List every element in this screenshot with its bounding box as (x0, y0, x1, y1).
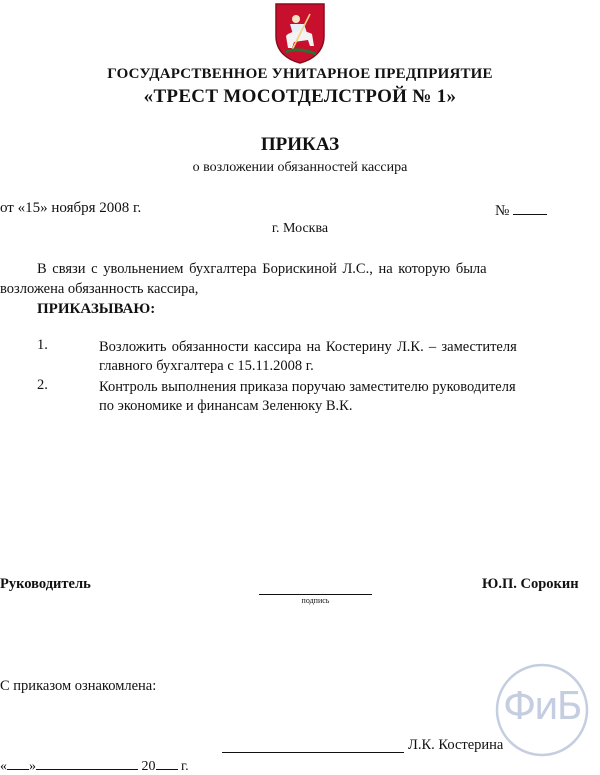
item-2-line-2: по экономике и финансам Зеленюку В.К. (99, 398, 353, 414)
day-blank (7, 757, 29, 770)
document-date: от «15» ноября 2008 г. (0, 200, 142, 216)
item-1-line-2: главного бухгалтера с 15.11.2008 г. (99, 358, 314, 374)
date-open-quote: « (0, 759, 7, 774)
intro-line-1: В связи с увольнением бухгалтера Борискиной Л.С., на которую была (37, 261, 487, 277)
document-number (495, 200, 547, 220)
organization-type: ГОСУДАРСТВЕННОЕ УНИТАРНОЕ ПРЕДПРИЯТИЕ (107, 66, 493, 82)
date-close-quote: » (29, 759, 36, 774)
signature-line (259, 594, 372, 595)
watermark-logo-text: ФиБ (503, 684, 581, 728)
document-title: ПРИКАЗ (260, 134, 340, 155)
acknowledgement-date (0, 757, 189, 775)
intro-line-2: возложена обязанность кассира, (0, 281, 199, 297)
item-2-line-1: Контроль выполнения приказа поручаю заместителю руководителя (99, 379, 516, 395)
number-blank-line (513, 200, 547, 215)
item-1-line-1: Возложить обязанности кассира на Костерину Л.К. – заместителя (99, 339, 517, 355)
acknowledgement-signature-line (222, 752, 404, 753)
acknowledgement-name: Л.К. Костерина (408, 737, 504, 753)
organization-name: «ТРЕСТ МОСОТДЕЛСТРОЙ № 1» (143, 86, 457, 107)
number-label: № (495, 203, 510, 219)
moscow-coat-of-arms-icon (272, 2, 328, 64)
signer-name: Ю.П. Сорокин (482, 576, 579, 592)
document-subtitle: о возложении обязанностей кассира (192, 160, 408, 175)
order-word: ПРИКАЗЫВАЮ: (37, 301, 156, 317)
signer-role: Руководитель (0, 576, 91, 592)
document-city: г. Москва (271, 221, 329, 236)
year-blank (156, 757, 178, 770)
item-number: 2. (37, 377, 48, 393)
signature-caption: подпись (301, 596, 330, 605)
year-prefix: 20 (141, 759, 156, 774)
year-suffix: г. (181, 759, 189, 774)
item-number: 1. (37, 337, 48, 353)
month-blank (36, 757, 138, 770)
acknowledgement-text: С приказом ознакомлена: (0, 678, 157, 694)
